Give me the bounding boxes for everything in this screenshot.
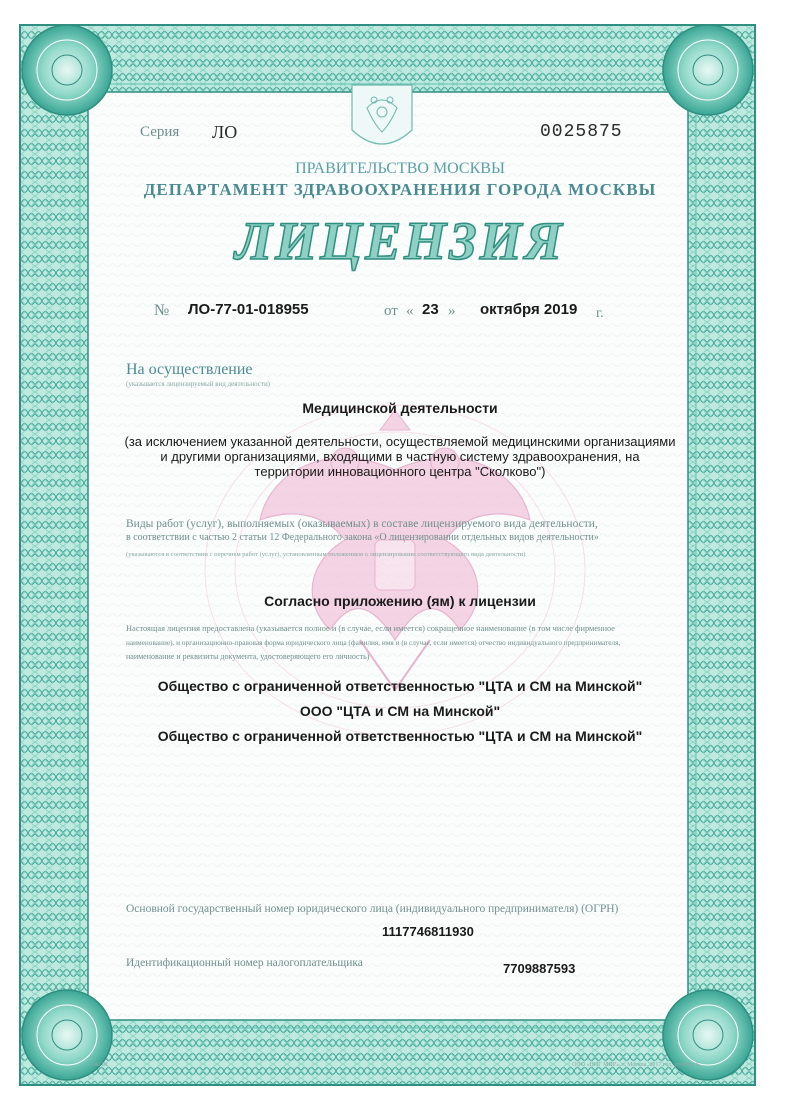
activity-heading: На осуществление <box>126 361 253 378</box>
ogrn-label: Основной государственный номер юридического лица (индивидуального предпринимателя) (ОГРН) <box>126 903 619 915</box>
date-from-label: от <box>384 303 398 319</box>
holder-line3: наименование и реквизиты документа, удостоверяющего его личность) <box>126 652 370 661</box>
works-hint: (указываются в соответствии с перечнем работ (услуг), установленным положением о лицензировании соответствующего вида деятельности) <box>126 551 526 558</box>
serial-number: 0025875 <box>540 122 623 142</box>
coat-of-arms-icon <box>352 85 412 144</box>
holder-line2: наименование), и организационно-правовая форма юридического лица (фамилия, имя и (в случае, если имеется) отчество индивидуального предпринимателя, <box>126 638 621 647</box>
activity-exclusion-line2: и другими организациями, входящими в частную систему здравоохранения, на <box>160 449 640 464</box>
license-day: 23 <box>422 301 439 318</box>
series-value: ЛО <box>212 122 238 142</box>
inn-value: 7709887593 <box>503 961 576 976</box>
holder-full-name: Общество с ограниченной ответственностью "ЦТА и СМ на Минской" <box>157 678 643 694</box>
document-title: ЛИЦЕНЗИЯ <box>235 211 565 271</box>
works-line1: Виды работ (услуг), выполняемых (оказываемых) в составе лицензируемого вида деятельности, <box>126 518 598 530</box>
license-month-year: октября 2019 <box>480 301 578 318</box>
works-line2: в соответствии с частью 2 статьи 12 Федерального закона «О лицензировании отдельных видов деятельности» <box>126 532 599 543</box>
corner-rosette <box>663 25 753 115</box>
corner-rosette <box>22 25 112 115</box>
activity-hint: (указывается лицензируемый вид деятельности) <box>126 380 271 388</box>
department-line: ДЕПАРТАМЕНТ ЗДРАВООХРАНЕНИЯ ГОРОДА МОСКВЫ <box>143 180 657 199</box>
number-sign: № <box>154 302 170 319</box>
holder-line1: Настоящая лицензия предоставлена (указывается полное и (в случае, если имеется) сокращенное наименование (в том числе фирменное <box>126 624 616 633</box>
activity-exclusion-line1: (за исключением указанной деятельности, осуществляемой медицинскими организациями <box>124 434 676 449</box>
footer-printer: ООО «НПГ МИР», г. Москва, 2017 год, уровень Б <box>572 1062 700 1068</box>
license-number: ЛО-77-01-018955 <box>188 301 309 318</box>
ogrn-value: 1117746811930 <box>382 924 474 939</box>
quote-open: « <box>406 303 414 319</box>
series-label: Серия <box>140 124 180 140</box>
year-suffix: г. <box>596 306 604 321</box>
quote-close: » <box>448 303 456 319</box>
inn-label: Идентификационный номер налогоплательщика <box>126 957 363 969</box>
works-value: Согласно приложению (ям) к лицензии <box>264 593 536 609</box>
holder-short-name: ООО "ЦТА и СМ на Минской" <box>299 703 501 719</box>
activity-name: Медицинской деятельности <box>302 400 498 416</box>
activity-exclusion-line3: территории инновационного центра "Сколково") <box>254 464 546 479</box>
government-line: ПРАВИТЕЛЬСТВО МОСКВЫ <box>295 160 505 177</box>
holder-firm-name: Общество с ограниченной ответственностью "ЦТА и СМ на Минской" <box>157 728 643 744</box>
footer-code: 04218 <box>92 1062 107 1068</box>
